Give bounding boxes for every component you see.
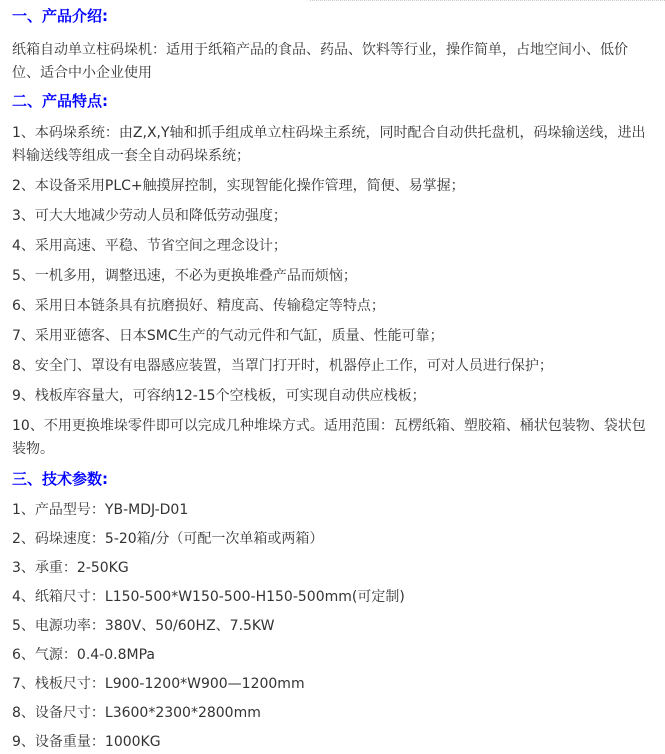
feature-item: 4、采用高速、平稳、节省空间之理念设计；: [12, 238, 287, 254]
spec-item: 4、纸箱尺寸：L150-500*W150-500-H150-500mm(可定制): [12, 589, 405, 605]
feature-item: 9、栈板库容量大，可容纳12-15个空栈板，可实现自动供应栈板；: [12, 388, 426, 404]
feature-item: 10、不用更换堆垛零件即可以完成几种堆垛方式。适用范围：瓦楞纸箱、塑胶箱、桶状包装物、袋状包装物。: [12, 418, 646, 457]
section-product-intro: [12, 4, 653, 85]
spec-item: 1、产品型号：YB-MDJ-D01: [12, 502, 189, 518]
section-technical-specs: [12, 467, 653, 754]
feature-item: 3、可大大地减少劳动人员和降低劳动强度；: [12, 208, 287, 224]
section-heading-specs: 三、技术参数:: [12, 470, 108, 488]
features-list: [12, 122, 653, 461]
feature-item: 7、采用亚德客、日本SMC生产的气动元件和气缸，质量、性能可靠；: [12, 328, 444, 344]
spec-item: 3、承重：2-50KG: [12, 560, 129, 576]
spec-item: 2、码垛速度：5-20箱/分（可配一次单箱或两箱）: [12, 531, 324, 547]
intro-paragraph: 纸箱自动单立柱码垛机：适用于纸箱产品的食品、药品、饮料等行业，操作简单，占地空间小、低价位、适合中小企业使用: [12, 42, 628, 81]
feature-item: 8、安全门、罩设有电器感应装置，当罩门打开时，机器停止工作，可对人员进行保护；: [12, 358, 553, 374]
section-heading-intro: 一、产品介绍:: [12, 7, 108, 25]
feature-item: 6、采用日本链条具有抗磨损好、精度高、传输稳定等特点；: [12, 298, 385, 314]
spec-item: 5、电源功率：380V、50/60HZ、7.5KW: [12, 618, 275, 634]
feature-item: 1、本码垛系统：由Z,X,Y轴和抓手组成单立柱码垛主系统，同时配合自动供托盘机，码垛输送线，进出料输送线等组成一套全自动码垛系统；: [12, 125, 646, 164]
feature-item: 2、本设备采用PLC+触摸屏控制，实现智能化操作管理，简便、易掌握；: [12, 178, 465, 194]
feature-item: 5、一机多用，调整迅速，不必为更换堆叠产品而烦恼；: [12, 268, 357, 284]
section-heading-features: 二、产品特点:: [12, 92, 108, 110]
spec-item: 7、栈板尺寸：L900-1200*W900—1200mm: [12, 676, 305, 692]
spec-item: 6、气源：0.4-0.8MPa: [12, 647, 155, 663]
spec-item: 8、设备尺寸：L3600*2300*2800mm: [12, 705, 261, 721]
section-product-features: [12, 89, 653, 461]
specs-list: [12, 499, 653, 754]
spec-item: 9、设备重量：1000KG: [12, 734, 161, 750]
